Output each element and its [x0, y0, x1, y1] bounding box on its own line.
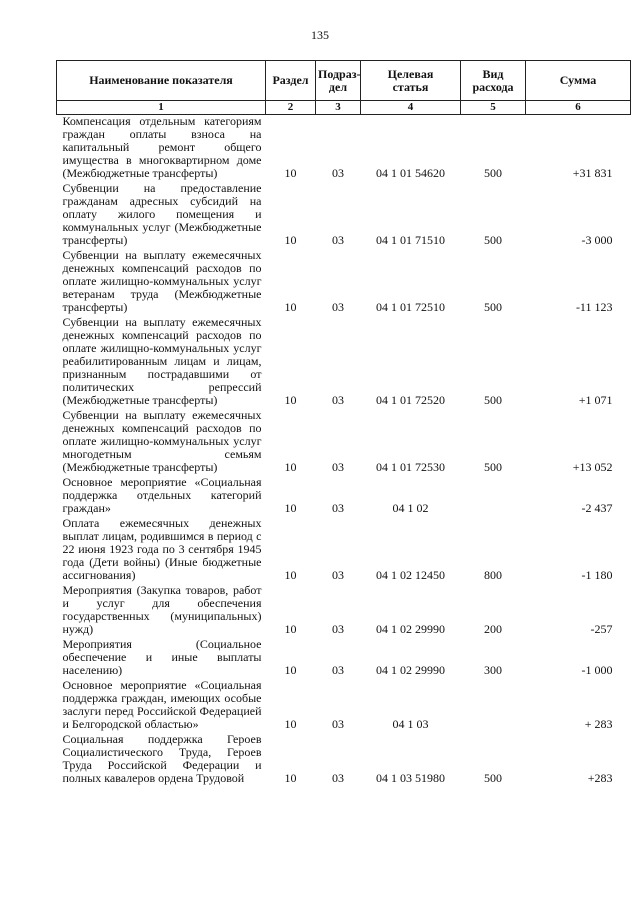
- row-razdel: 10: [284, 622, 297, 636]
- row-name: Субвенции на предоставление гражданам адресных субсидий на оплату жилого помещения и коммунальных услуг (Межбюджетные трансферты): [62, 181, 262, 247]
- row-statya: 04 1 02 12450: [376, 568, 445, 582]
- row-vid: 500: [484, 233, 502, 247]
- row-podrazdel: 03: [332, 568, 344, 582]
- column-number: 3: [316, 101, 361, 115]
- column-number: 2: [266, 101, 316, 115]
- row-name: Субвенции на выплату ежемесячных денежных компенсаций расходов по оплате жилищно-коммунальных услуг многодетным семьям (Межбюджетные трансферты): [62, 408, 262, 474]
- page-number: 135: [311, 28, 329, 42]
- header-summa: Сумма: [526, 61, 631, 101]
- row-vid: 500: [484, 771, 502, 785]
- row-name: Мероприятия (Закупка товаров, работ и услуг для обеспечения государственных (муниципальных) нужд): [62, 583, 262, 636]
- row-summa: -2 437: [581, 501, 613, 515]
- row-razdel: 10: [284, 393, 297, 407]
- row-statya: 04 1 02: [392, 501, 429, 515]
- header-vid: Вид расхода: [461, 61, 526, 101]
- row-vid: 500: [484, 300, 502, 314]
- row-summa: +13 052: [572, 460, 613, 474]
- header-row: [57, 61, 631, 101]
- row-statya: 04 1 01 72530: [376, 460, 445, 474]
- row-razdel: 10: [284, 568, 297, 582]
- column-number: 6: [526, 101, 631, 115]
- row-statya: 04 1 03: [392, 717, 429, 731]
- row-vid: 800: [484, 568, 502, 582]
- row-podrazdel: 03: [332, 166, 344, 180]
- row-summa: + 283: [584, 717, 613, 731]
- row-statya: 04 1 02 29990: [376, 622, 445, 636]
- row-summa: -11 123: [575, 300, 613, 314]
- row-name: Субвенции на выплату ежемесячных денежных компенсаций расходов по оплате жилищно-коммунальных услуг ветеранам труда (Межбюджетные трансферты): [62, 248, 262, 314]
- row-summa: -257: [590, 622, 613, 636]
- table-row: [57, 476, 631, 517]
- row-summa: -1 000: [581, 663, 613, 677]
- row-razdel: 10: [284, 717, 297, 731]
- row-podrazdel: 03: [332, 501, 344, 515]
- table-row: [57, 638, 631, 679]
- column-number: 4: [361, 101, 461, 115]
- row-razdel: 10: [284, 663, 297, 677]
- row-name: Основное мероприятие «Социальная поддержка граждан, имеющих особые заслуги перед Российской Федерацией и Белгородской областью»: [62, 678, 262, 731]
- row-vid: 300: [484, 663, 502, 677]
- header-razdel: Раздел: [266, 61, 316, 101]
- row-razdel: 10: [284, 771, 297, 785]
- row-vid: 500: [484, 393, 502, 407]
- row-podrazdel: 03: [332, 717, 344, 731]
- row-podrazdel: 03: [332, 393, 344, 407]
- row-vid: [461, 476, 526, 517]
- table-row: [57, 316, 631, 409]
- table-row: [57, 409, 631, 476]
- row-summa: +31 831: [572, 166, 613, 180]
- budget-table: [56, 60, 631, 787]
- table-row: [57, 182, 631, 249]
- row-podrazdel: 03: [332, 663, 344, 677]
- header-podrazdel: Подраз- дел: [316, 61, 361, 101]
- row-summa: +283: [587, 771, 613, 785]
- row-podrazdel: 03: [332, 771, 344, 785]
- row-podrazdel: 03: [332, 622, 344, 636]
- column-number-row: [57, 101, 631, 115]
- table-row: [57, 679, 631, 733]
- table-row: [57, 733, 631, 787]
- row-statya: 04 1 03 51980: [376, 771, 445, 785]
- row-name: Оплата ежемесячных денежных выплат лицам, родившимся в период с 22 июня 1923 года по 3 сентября 1945 года (Дети войны) (Иные бюджетные ассигнования): [62, 516, 262, 582]
- row-name: Социальная поддержка Героев Социалистического Труда, Героев Труда Российской Федерации и полных кавалеров ордена Трудовой: [62, 732, 262, 785]
- header-name: Наименование показателя: [57, 61, 266, 101]
- row-razdel: 10: [284, 166, 297, 180]
- row-name: Компенсация отдельным категориям граждан оплаты взноса на капитальный ремонт общего имущества в многоквартирном доме (Межбюджетные трансферты): [62, 114, 262, 180]
- row-name: Мероприятия (Социальное обеспечение и иные выплаты населению): [62, 637, 262, 677]
- row-statya: 04 1 01 71510: [376, 233, 445, 247]
- column-number: 5: [461, 101, 526, 115]
- row-statya: 04 1 01 72520: [376, 393, 445, 407]
- row-razdel: 10: [284, 300, 297, 314]
- row-statya: 04 1 02 29990: [376, 663, 445, 677]
- row-vid: 500: [484, 460, 502, 474]
- table-row: [57, 115, 631, 183]
- column-number: 1: [57, 101, 266, 115]
- row-podrazdel: 03: [332, 233, 344, 247]
- row-summa: -3 000: [581, 233, 613, 247]
- row-vid: [461, 679, 526, 733]
- row-razdel: 10: [284, 501, 297, 515]
- row-razdel: 10: [284, 233, 297, 247]
- table-row: [57, 249, 631, 316]
- table-row: [57, 517, 631, 584]
- row-vid: 500: [484, 166, 502, 180]
- row-vid: 200: [484, 622, 502, 636]
- row-statya: 04 1 01 72510: [376, 300, 445, 314]
- row-name: Основное мероприятие «Социальная поддержка отдельных категорий граждан»: [62, 475, 262, 515]
- row-statya: 04 1 01 54620: [376, 166, 445, 180]
- row-podrazdel: 03: [332, 300, 344, 314]
- header-statya: Целевая статья: [361, 61, 461, 101]
- row-razdel: 10: [284, 460, 297, 474]
- row-summa: +1 071: [578, 393, 613, 407]
- table-row: [57, 584, 631, 638]
- row-podrazdel: 03: [332, 460, 344, 474]
- row-summa: -1 180: [581, 568, 613, 582]
- row-name: Субвенции на выплату ежемесячных денежных компенсаций расходов по оплате жилищно-коммунальных услуг реабилитированным лицам и лицам, признанным пострадавшими от политических репрессий (Межбюджетные трансферты): [62, 315, 262, 407]
